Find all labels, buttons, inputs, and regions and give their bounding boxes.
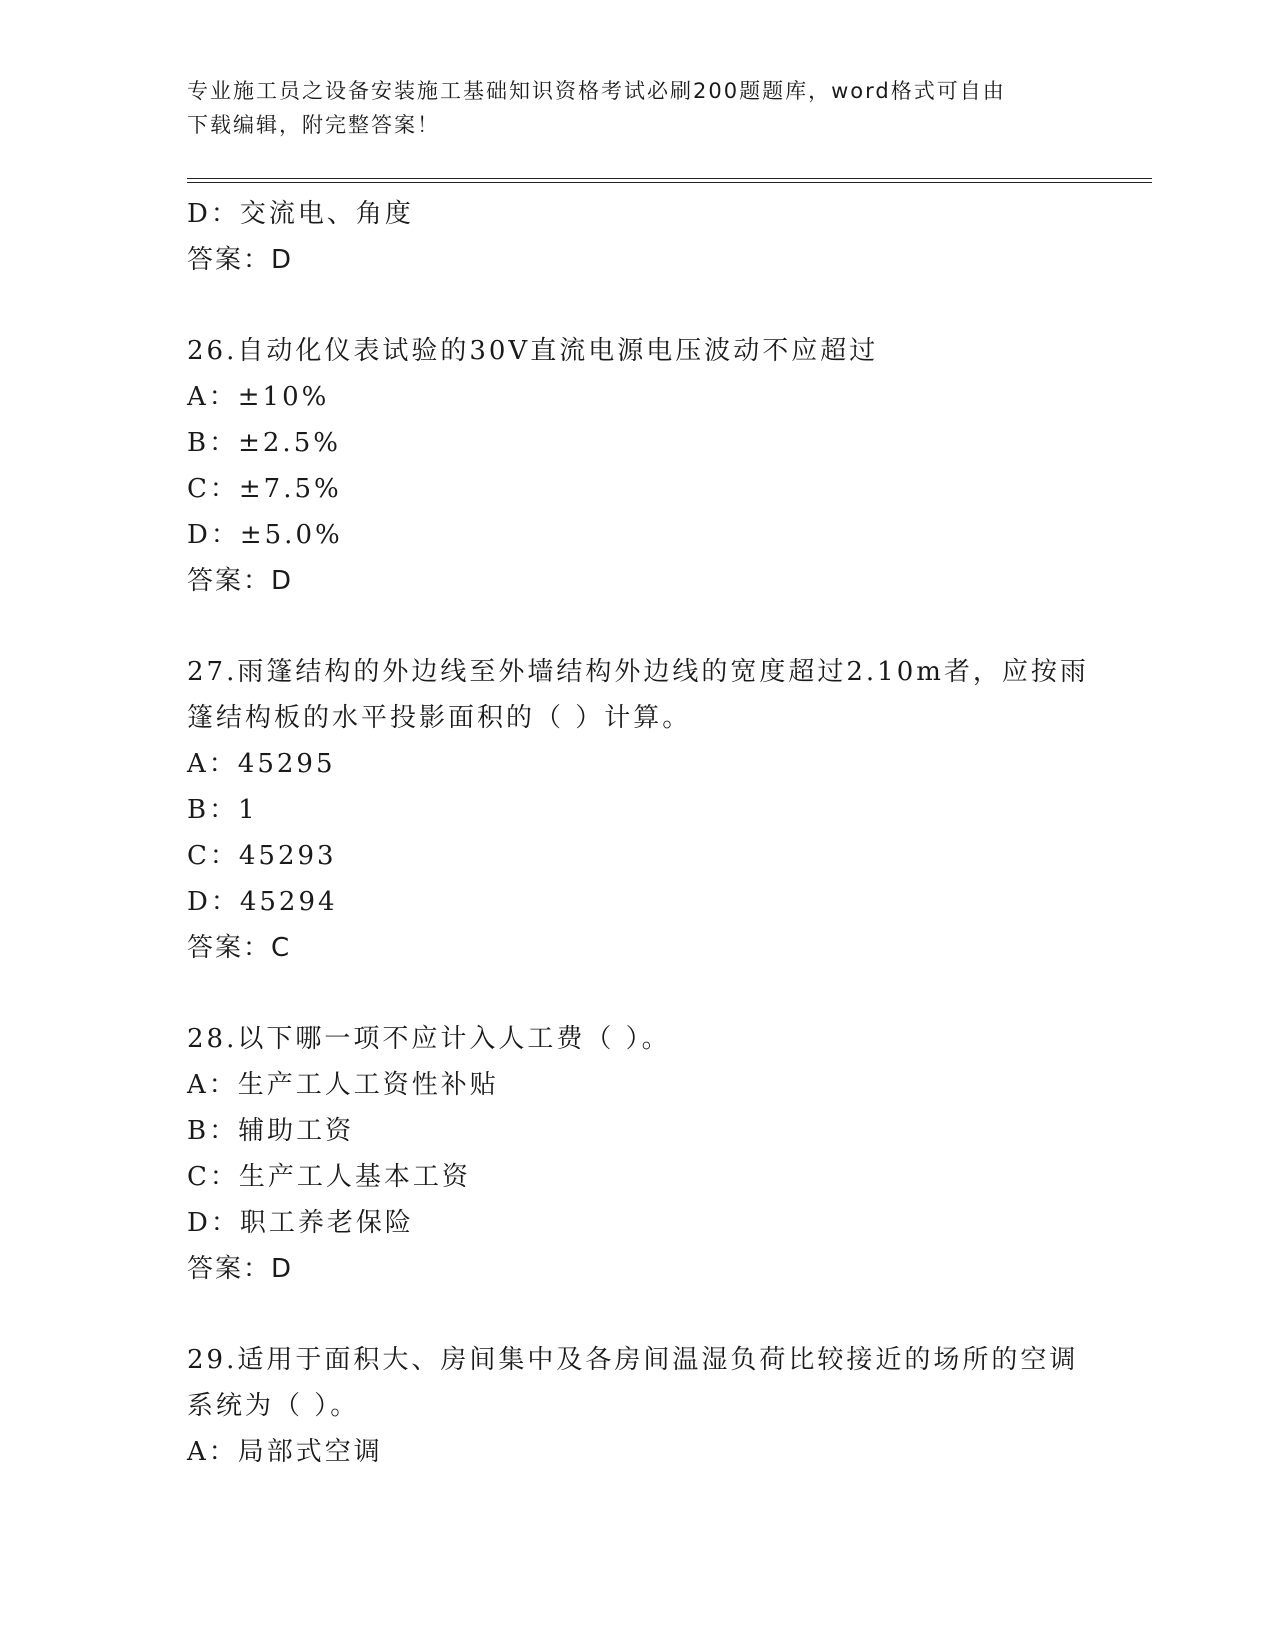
header-line-1: 专业施工员之设备安装施工基础知识资格考试必刷200题题库，word格式可自由: [187, 79, 1006, 103]
question-list: [187, 191, 1152, 1475]
option-c: C：±7.5%: [187, 474, 342, 504]
option-a: A：±10%: [187, 382, 330, 412]
question-stem: 28.以下哪一项不应计入人工费（ ）。: [187, 1024, 671, 1054]
header-divider: [187, 178, 1152, 183]
option-c: C：45293: [187, 841, 337, 871]
option-c: C：生产工人基本工资: [187, 1162, 471, 1192]
option-b: B：1: [187, 795, 258, 825]
option-a: A：局部式空调: [187, 1437, 383, 1467]
answer-line: 答案：D: [187, 245, 294, 275]
header-line-2: 下载编辑，附完整答案！: [187, 113, 440, 137]
option-d: D：职工养老保险: [187, 1208, 414, 1238]
option-b: B：±2.5%: [187, 428, 341, 458]
question-stem-line-2: 系统为（ ）。: [187, 1391, 360, 1421]
option-d: D：交流电、角度: [187, 199, 414, 229]
option-b: B：辅助工资: [187, 1116, 355, 1146]
option-d: D：45294: [187, 887, 338, 917]
question-stem-line-1: 29.适用于面积大、房间集中及各房间温湿负荷比较接近的场所的空调: [187, 1345, 1079, 1375]
answer-line: 答案：D: [187, 1254, 294, 1284]
option-a: A：生产工人工资性补贴: [187, 1070, 499, 1100]
option-d: D：±5.0%: [187, 520, 343, 550]
answer-line: 答案：D: [187, 566, 294, 596]
answer-line: 答案：C: [187, 933, 292, 963]
option-a: A：45295: [187, 749, 336, 779]
document-header: [187, 74, 1087, 142]
question-stem: 26.自动化仪表试验的30V直流电源电压波动不应超过: [187, 336, 879, 366]
question-stem-line-2: 篷结构板的水平投影面积的（ ）计算。: [187, 703, 692, 733]
question-stem-line-1: 27.雨篷结构的外边线至外墙结构外边线的宽度超过2.10m者，应按雨: [187, 657, 1089, 687]
